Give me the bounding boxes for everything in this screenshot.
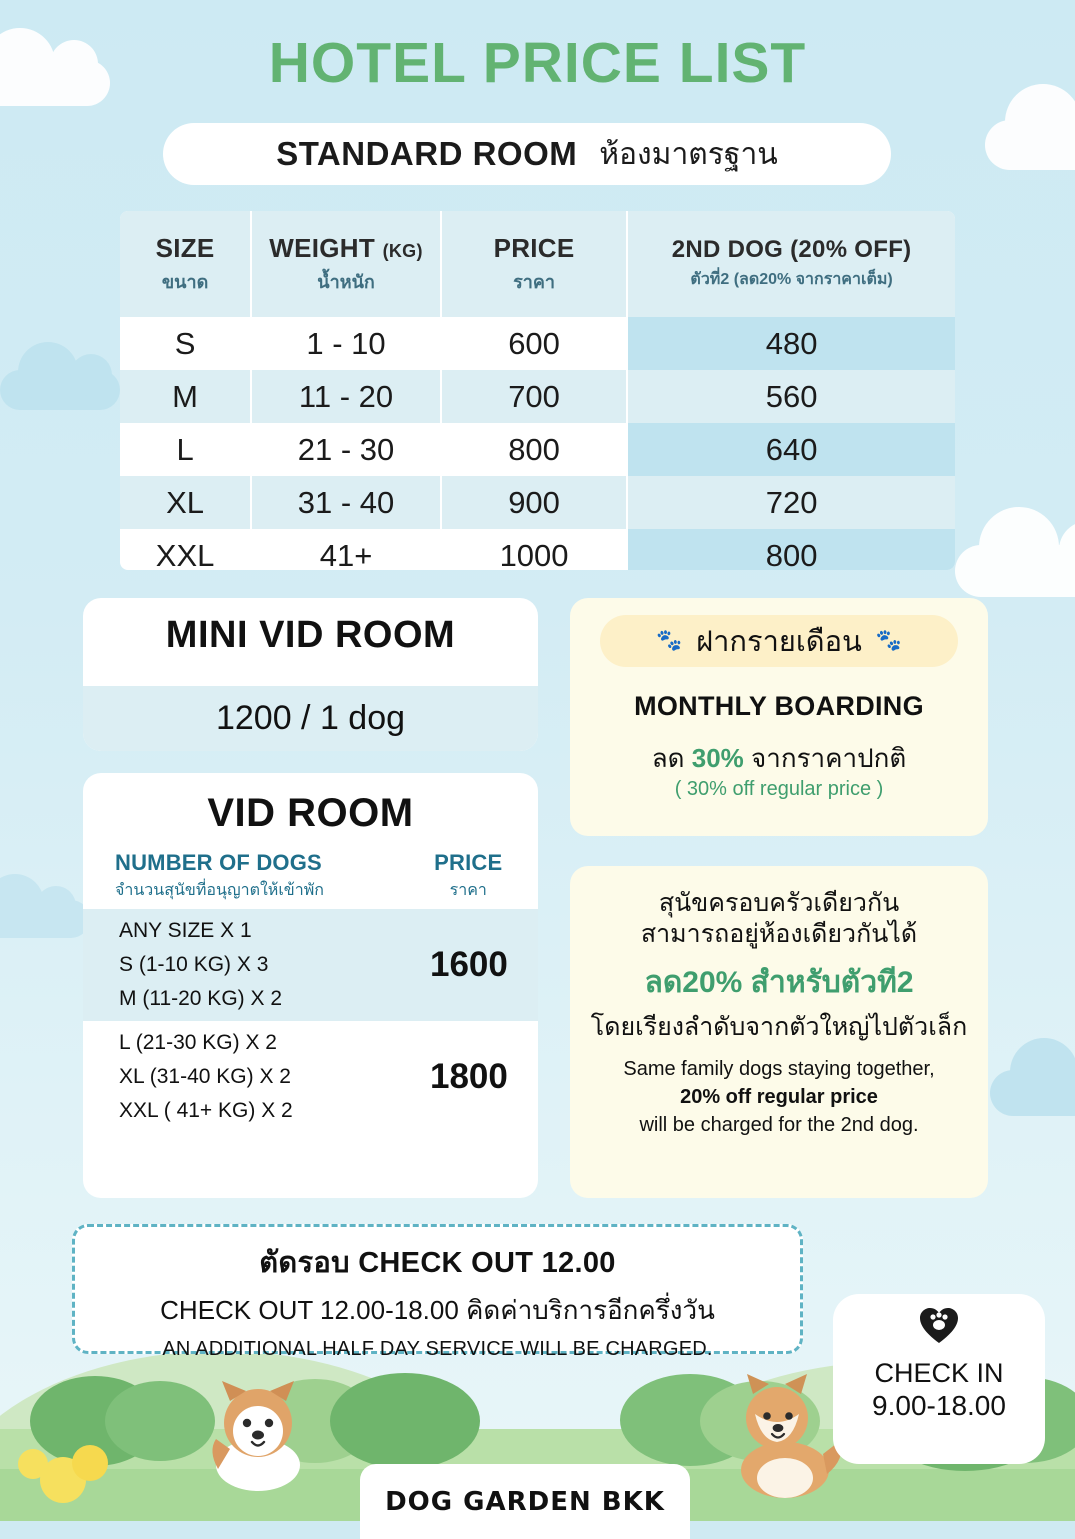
mini-vid-room-price: 1200 / 1 dog bbox=[83, 686, 538, 751]
vid-room-row-price: 1600 bbox=[430, 945, 508, 984]
vid-room-row-lines bbox=[83, 914, 400, 1016]
family-line-4: โดยเรียงลำดับจากตัวใหญ่ไปตัวเล็ก bbox=[590, 1012, 968, 1041]
family-discount-card bbox=[570, 866, 988, 1198]
family-note-en bbox=[570, 1055, 988, 1139]
cell-price: 600 bbox=[441, 317, 627, 370]
cell-weight: 41+ bbox=[251, 529, 441, 570]
standard-room-label-en: STANDARD ROOM bbox=[276, 135, 578, 172]
paw-icon: 🐾 bbox=[656, 629, 683, 652]
vid-room-row bbox=[83, 1021, 538, 1133]
monthly-boarding-title-en: MONTHLY BOARDING bbox=[634, 691, 924, 721]
checkout-info-box bbox=[72, 1224, 803, 1360]
vid-room-line: L (21-30 KG) X 2 bbox=[119, 1030, 277, 1054]
checkin-badge bbox=[833, 1294, 1045, 1464]
table-row bbox=[120, 317, 955, 370]
cell-size: XL bbox=[120, 476, 251, 529]
cell-second-dog: 720 bbox=[627, 476, 955, 529]
monthly-boarding-discount bbox=[570, 738, 988, 779]
checkout-line-3: AN ADDITIONAL HALF DAY SERVICE WILL BE CHARGED. bbox=[162, 1338, 713, 1360]
standard-room-header bbox=[163, 123, 891, 185]
cell-price: 700 bbox=[441, 370, 627, 423]
vid-room-row-price: 1800 bbox=[430, 1057, 508, 1096]
cell-weight: 11 - 20 bbox=[251, 370, 441, 423]
cell-second-dog: 480 bbox=[627, 317, 955, 370]
table-header-row bbox=[120, 211, 955, 317]
mini-vid-room-card bbox=[83, 598, 538, 751]
checkin-label: CHECK IN bbox=[874, 1358, 1004, 1388]
standard-room-price-table bbox=[120, 211, 955, 570]
cell-price: 800 bbox=[441, 423, 627, 476]
cell-size: L bbox=[120, 423, 251, 476]
monthly-boarding-card bbox=[570, 598, 988, 836]
table-header-price: PRICE ราคา bbox=[441, 211, 627, 317]
vid-room-header-price: PRICE ราคา bbox=[434, 850, 503, 899]
monthly-boarding-note-en: ( 30% off regular price ) bbox=[674, 778, 884, 800]
vid-room-line: XL (31-40 KG) X 2 bbox=[119, 1064, 291, 1088]
table-row bbox=[120, 423, 955, 476]
cell-size: M bbox=[120, 370, 251, 423]
footer-brand-card bbox=[360, 1464, 690, 1539]
vid-room-header-dogs: NUMBER OF DOGS จำนวนสุนัขที่อนุญาตให้เข้าพัก bbox=[115, 850, 324, 899]
heart-paw-icon bbox=[833, 1306, 1045, 1352]
table-header-second-dog: 2ND DOG (20% OFF) ตัวที่2 (ลด20% จากราคาเต็ม) bbox=[627, 211, 955, 317]
cell-price: 1000 bbox=[441, 529, 627, 570]
vid-room-card bbox=[83, 773, 538, 1198]
table-header-size: SIZE ขนาด bbox=[120, 211, 251, 317]
discount-suffix: จากราคาปกติ bbox=[743, 743, 907, 773]
table-row bbox=[120, 529, 955, 570]
heart-paw-icon-svg bbox=[918, 1306, 960, 1346]
discount-prefix: ลด bbox=[651, 743, 692, 773]
monthly-boarding-pill bbox=[600, 615, 958, 667]
cell-second-dog: 800 bbox=[627, 529, 955, 570]
cell-weight: 31 - 40 bbox=[251, 476, 441, 529]
vid-room-header-row bbox=[83, 836, 538, 909]
table-row bbox=[120, 370, 955, 423]
family-note-line: 20% off regular price bbox=[680, 1085, 878, 1108]
standard-room-label-th: ห้องมาตรฐาน bbox=[599, 137, 778, 171]
brand-name: DOG GARDEN BKK bbox=[385, 1486, 665, 1517]
cell-weight: 1 - 10 bbox=[251, 317, 441, 370]
vid-room-line: ANY SIZE X 1 bbox=[119, 918, 252, 942]
checkout-line-1: ตัดรอบ CHECK OUT 12.00 bbox=[259, 1247, 616, 1279]
vid-room-row-lines bbox=[83, 1026, 400, 1128]
vid-room-title: VID ROOM bbox=[207, 791, 414, 835]
family-highlight: ลด20% สำหรับตัวที2 bbox=[644, 965, 914, 999]
vid-room-line: S (1-10 KG) X 3 bbox=[119, 952, 269, 976]
cell-price: 900 bbox=[441, 476, 627, 529]
family-note-line: Same family dogs staying together, bbox=[623, 1057, 935, 1080]
page-title: HOTEL PRICE LIST bbox=[268, 31, 807, 95]
vid-room-line: XXL ( 41+ KG) X 2 bbox=[119, 1099, 293, 1122]
cell-weight: 21 - 30 bbox=[251, 423, 441, 476]
cell-size: XXL bbox=[120, 529, 251, 570]
table-row bbox=[120, 476, 955, 529]
table-header-weight: WEIGHT (KG) น้ำหนัก bbox=[251, 211, 441, 317]
cell-second-dog: 560 bbox=[627, 370, 955, 423]
cell-size: S bbox=[120, 317, 251, 370]
mini-vid-room-title: MINI VID ROOM bbox=[165, 614, 456, 656]
vid-room-row bbox=[83, 909, 538, 1021]
monthly-boarding-label-th: ฝากรายเดือน bbox=[696, 626, 862, 658]
family-line-1: สุนัขครอบครัวเดียวกัน bbox=[658, 889, 900, 917]
cell-second-dog: 640 bbox=[627, 423, 955, 476]
family-note-line: will be charged for the 2nd dog. bbox=[639, 1113, 919, 1136]
checkin-time: 9.00-18.00 bbox=[872, 1390, 1006, 1421]
vid-room-line: M (11-20 KG) X 2 bbox=[119, 987, 282, 1010]
checkout-line-2: CHECK OUT 12.00-18.00 คิดค่าบริการอีกครึ่งวัน bbox=[160, 1295, 715, 1325]
discount-amount: 30% bbox=[691, 743, 744, 773]
paw-icon: 🐾 bbox=[875, 629, 902, 652]
family-line-2: สามารถอยู่ห้องเดียวกันได้ bbox=[640, 920, 918, 949]
